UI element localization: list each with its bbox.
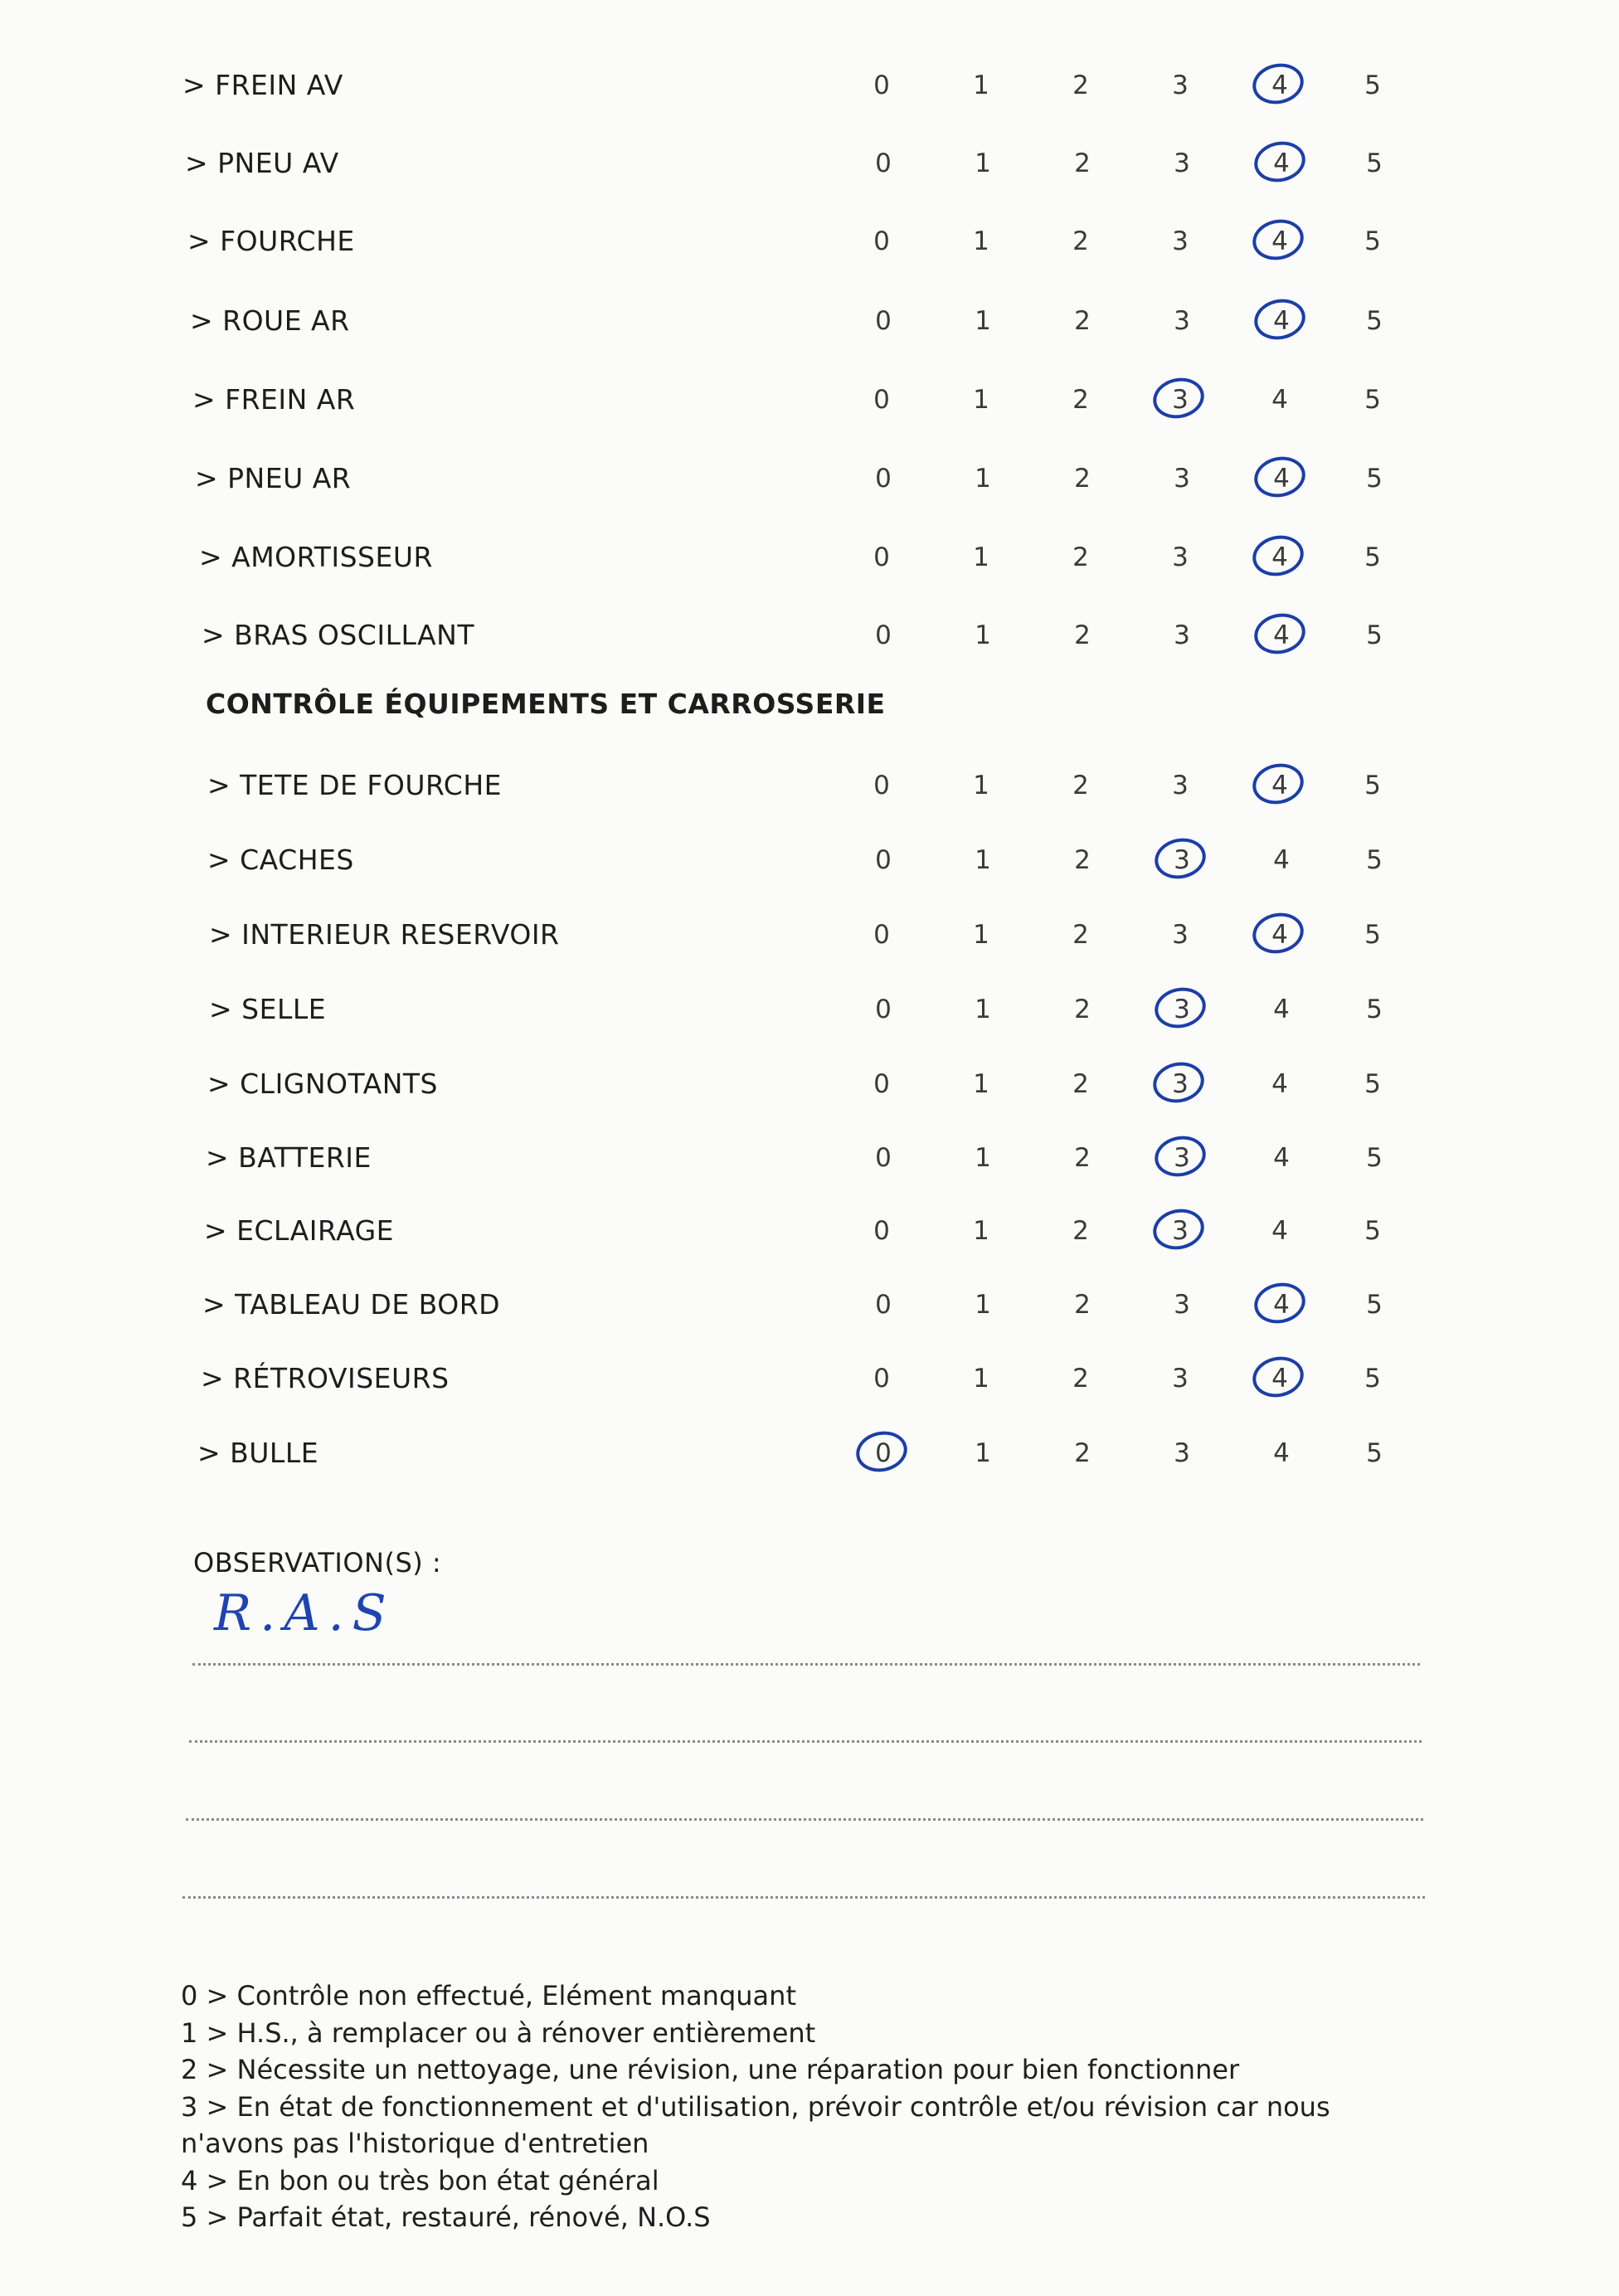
score-option[interactable]: 3 <box>1174 148 1190 178</box>
score-option[interactable]: 2 <box>1074 1290 1091 1320</box>
score-option[interactable]: 1 <box>975 1290 991 1320</box>
score-option[interactable]: 3 <box>1172 1364 1189 1394</box>
score-option[interactable]: 0 <box>873 226 890 256</box>
observations-handwritten: R.A.S <box>214 1584 395 1642</box>
score-option[interactable]: 2 <box>1072 71 1089 100</box>
score-option[interactable]: 1 <box>975 1438 991 1468</box>
score-option[interactable]: 5 <box>1366 1290 1383 1320</box>
selected-score-circle <box>1251 452 1310 502</box>
row-label: > PNEU AV <box>185 147 339 179</box>
legend <box>181 1977 1425 2236</box>
score-option[interactable]: 1 <box>973 542 989 572</box>
score-option[interactable]: 0 <box>873 1069 890 1099</box>
score-option[interactable]: 4 <box>1273 1143 1290 1173</box>
score-option[interactable]: 0 <box>875 148 892 178</box>
score-option[interactable]: 4 <box>1273 845 1290 875</box>
rating-row <box>0 761 1619 810</box>
score-option[interactable]: 0 <box>873 385 890 415</box>
row-label: > TABLEAU DE BORD <box>202 1288 501 1321</box>
score-option[interactable]: 5 <box>1364 1069 1381 1099</box>
observation-line-3 <box>186 1818 1423 1821</box>
score-option[interactable]: 5 <box>1364 226 1381 256</box>
score-option[interactable]: 0 <box>875 620 892 650</box>
score-option[interactable]: 0 <box>875 995 892 1024</box>
selected-score-circle <box>1249 908 1308 958</box>
rating-row <box>0 454 1619 503</box>
row-label: > FREIN AR <box>192 383 356 416</box>
score-option[interactable]: 1 <box>975 148 991 178</box>
legend-item: 0 > Contrôle non effectué, Elément manquant <box>181 1980 796 2011</box>
score-option[interactable]: 5 <box>1364 71 1381 100</box>
score-option[interactable]: 5 <box>1366 845 1383 875</box>
rating-row <box>0 1280 1619 1330</box>
selected-score-circle <box>1151 834 1210 883</box>
row-label: > TETE DE FOURCHE <box>207 769 502 801</box>
score-option[interactable]: 2 <box>1072 1069 1089 1099</box>
section-title: CONTRÔLE ÉQUIPEMENTS ET CARROSSERIE <box>206 688 886 720</box>
selected-score-circle <box>1150 1204 1208 1254</box>
score-option[interactable]: 5 <box>1364 920 1381 950</box>
rating-row <box>0 216 1619 266</box>
score-option[interactable]: 4 <box>1252 296 1310 346</box>
score-option[interactable]: 1 <box>975 306 991 336</box>
score-option[interactable]: 5 <box>1364 1364 1381 1394</box>
rating-row <box>0 985 1619 1034</box>
selected-score-circle <box>1151 1131 1210 1181</box>
score-option[interactable]: 5 <box>1366 464 1383 494</box>
score-option[interactable]: 0 <box>875 845 892 875</box>
legend-item: 5 > Parfait état, restauré, rénové, N.O.S <box>181 2201 711 2233</box>
score-option[interactable]: 2 <box>1072 920 1089 950</box>
score-option[interactable]: 5 <box>1364 1216 1381 1246</box>
score-option[interactable]: 1 <box>975 464 991 494</box>
score-option[interactable]: 2 <box>1074 148 1091 178</box>
score-option[interactable]: 1 <box>975 995 991 1024</box>
score-option[interactable]: 3 <box>1172 542 1189 572</box>
score-option[interactable]: 5 <box>1366 1438 1383 1468</box>
rating-row <box>0 1059 1619 1109</box>
score-option[interactable]: 3 <box>1174 620 1190 650</box>
score-option[interactable]: 1 <box>973 71 989 100</box>
observations-label: OBSERVATION(S) : <box>193 1547 442 1578</box>
score-option[interactable]: 5 <box>1366 306 1383 336</box>
score-option[interactable]: 1 <box>973 920 989 950</box>
observation-line-1 <box>192 1663 1420 1666</box>
score-option[interactable]: 0 <box>875 1143 892 1173</box>
row-label: > ECLAIRAGE <box>204 1214 394 1247</box>
score-option[interactable]: 3 <box>1153 1133 1211 1183</box>
score-option[interactable]: 5 <box>1364 771 1381 800</box>
score-option[interactable]: 2 <box>1072 1216 1089 1246</box>
selected-score-circle <box>1249 531 1308 581</box>
score-option[interactable]: 2 <box>1074 464 1091 494</box>
score-option[interactable]: 1 <box>973 226 989 256</box>
row-label: > FREIN AV <box>182 69 343 101</box>
observation-line-4 <box>182 1896 1425 1899</box>
score-option[interactable]: 3 <box>1172 771 1189 800</box>
score-option[interactable]: 1 <box>973 1069 989 1099</box>
score-option[interactable]: 2 <box>1072 1364 1089 1394</box>
selected-score-circle <box>1249 1352 1308 1402</box>
selected-score-circle <box>1150 1058 1208 1107</box>
legend-item: 3 > En état de fonctionnement et d'utilisation, prévoir contrôle et/ou révision car nous <box>181 2090 1330 2123</box>
score-option[interactable]: 2 <box>1072 771 1089 800</box>
score-option[interactable]: 2 <box>1072 226 1089 256</box>
row-label: > ROUE AR <box>190 304 350 337</box>
selected-score-circle <box>1251 1278 1310 1328</box>
score-option[interactable]: 0 <box>875 1290 892 1320</box>
score-option[interactable]: 4 <box>1271 1069 1288 1099</box>
rating-row <box>0 375 1619 425</box>
score-option[interactable]: 0 <box>873 1364 890 1394</box>
score-option[interactable]: 3 <box>1172 71 1189 100</box>
legend-item: 2 > Nécessite un nettoyage, une révision, une réparation pour bien fonctionner <box>181 2054 1240 2085</box>
score-option[interactable]: 1 <box>973 1364 989 1394</box>
score-option[interactable]: 4 <box>1251 533 1309 582</box>
score-option[interactable]: 0 <box>875 306 892 336</box>
score-option[interactable]: 3 <box>1153 985 1211 1034</box>
score-option[interactable]: 4 <box>1252 1280 1310 1330</box>
observation-line-2 <box>189 1740 1422 1743</box>
score-option[interactable]: 5 <box>1366 995 1383 1024</box>
score-option[interactable]: 2 <box>1072 542 1089 572</box>
score-option[interactable]: 1 <box>973 385 989 415</box>
score-option[interactable]: 4 <box>1251 61 1309 110</box>
row-label: > AMORTISSEUR <box>199 541 433 573</box>
legend-item: 4 > En bon ou très bon état général <box>181 2164 659 2196</box>
score-option[interactable]: 4 <box>1251 1354 1309 1403</box>
selected-score-circle <box>1150 373 1208 423</box>
score-option[interactable]: 2 <box>1074 1143 1091 1173</box>
score-option[interactable]: 2 <box>1074 620 1091 650</box>
score-option[interactable]: 4 <box>1251 910 1309 960</box>
selected-score-circle <box>1151 983 1210 1033</box>
score-option[interactable]: 2 <box>1074 845 1091 875</box>
score-option[interactable]: 3 <box>1151 1059 1209 1109</box>
score-option[interactable]: 0 <box>854 1428 912 1478</box>
score-option[interactable]: 4 <box>1252 454 1310 503</box>
row-label: > FOURCHE <box>187 225 355 257</box>
score-option[interactable]: 0 <box>873 1216 890 1246</box>
score-option[interactable]: 5 <box>1364 542 1381 572</box>
rating-row <box>0 296 1619 346</box>
rating-row <box>0 61 1619 110</box>
score-option[interactable]: 5 <box>1364 385 1381 415</box>
selected-score-circle <box>1251 294 1310 344</box>
selected-score-circle <box>1249 59 1308 109</box>
score-option[interactable]: 4 <box>1252 610 1310 660</box>
score-option[interactable]: 1 <box>975 620 991 650</box>
score-option[interactable]: 1 <box>975 845 991 875</box>
score-option[interactable]: 0 <box>873 771 890 800</box>
score-option[interactable]: 0 <box>875 464 892 494</box>
rating-row <box>0 1206 1619 1256</box>
score-option[interactable]: 3 <box>1172 226 1189 256</box>
rating-row <box>0 1428 1619 1478</box>
selected-score-circle <box>1249 759 1308 809</box>
rating-row <box>0 533 1619 582</box>
score-option[interactable]: 5 <box>1366 148 1383 178</box>
rating-row <box>0 1133 1619 1183</box>
score-option[interactable]: 2 <box>1074 306 1091 336</box>
rating-row <box>0 610 1619 660</box>
score-option[interactable]: 3 <box>1153 835 1211 885</box>
rating-row <box>0 910 1619 960</box>
selected-score-circle <box>1251 609 1310 659</box>
row-label: > PNEU AR <box>195 462 352 494</box>
score-option[interactable]: 4 <box>1271 385 1288 415</box>
row-label: > CLIGNOTANTS <box>207 1068 438 1100</box>
score-option[interactable]: 2 <box>1074 1438 1091 1468</box>
score-option[interactable]: 2 <box>1072 385 1089 415</box>
selected-score-circle <box>1249 215 1308 265</box>
score-option[interactable]: 3 <box>1174 306 1190 336</box>
score-option[interactable]: 3 <box>1151 1206 1209 1256</box>
score-option[interactable]: 4 <box>1251 216 1309 266</box>
row-label: > BULLE <box>197 1437 319 1469</box>
score-option[interactable]: 3 <box>1172 920 1189 950</box>
score-option[interactable]: 0 <box>873 920 890 950</box>
score-option[interactable]: 4 <box>1252 139 1310 188</box>
score-option[interactable]: 5 <box>1366 1143 1383 1173</box>
row-label: > RÉTROVISEURS <box>201 1362 450 1394</box>
score-option[interactable]: 1 <box>975 1143 991 1173</box>
selected-score-circle <box>853 1427 912 1476</box>
row-label: > BRAS OSCILLANT <box>202 619 475 651</box>
legend-item: 1 > H.S., à remplacer ou à rénover entièrement <box>181 2016 816 2049</box>
score-option[interactable]: 5 <box>1366 620 1383 650</box>
selected-score-circle <box>1251 137 1310 187</box>
score-option[interactable]: 0 <box>873 71 890 100</box>
row-label: > INTERIEUR RESERVOIR <box>209 918 560 951</box>
score-option[interactable]: 4 <box>1273 995 1290 1024</box>
score-option[interactable]: 4 <box>1251 761 1309 810</box>
score-option[interactable]: 2 <box>1074 995 1091 1024</box>
score-option[interactable]: 4 <box>1271 1216 1288 1246</box>
row-label: > CACHES <box>207 844 354 876</box>
score-option[interactable]: 1 <box>973 1216 989 1246</box>
row-label: > SELLE <box>209 993 327 1025</box>
score-option[interactable]: 1 <box>973 771 989 800</box>
rating-row <box>0 139 1619 188</box>
score-option[interactable]: 3 <box>1174 464 1190 494</box>
score-option[interactable]: 3 <box>1174 1438 1190 1468</box>
row-label: > BATTERIE <box>206 1141 372 1174</box>
rating-row <box>0 1354 1619 1403</box>
score-option[interactable]: 0 <box>873 542 890 572</box>
legend-item: n'avons pas l'historique d'entretien <box>181 2128 649 2159</box>
score-option[interactable]: 3 <box>1151 375 1209 425</box>
score-option[interactable]: 3 <box>1174 1290 1190 1320</box>
rating-row <box>0 835 1619 885</box>
score-option[interactable]: 4 <box>1273 1438 1290 1468</box>
